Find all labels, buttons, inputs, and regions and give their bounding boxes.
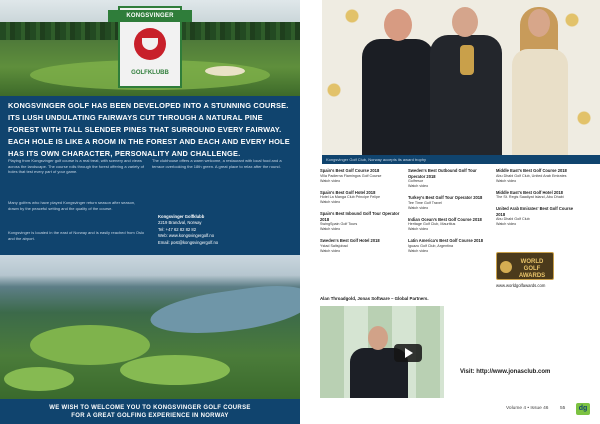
winners-column-3 [496, 168, 582, 233]
photo-caption: Kongsvinger Golf Club, Norway accepts its award trophy [322, 155, 600, 164]
video-player[interactable] [320, 306, 444, 398]
winner-entry: Latin America's Best Golf Course 2018 Iguazu Golf Club, Argentina Watch video [408, 238, 494, 254]
video-link[interactable]: Watch video [408, 184, 429, 188]
winner-entry: United Arab Emirates' Best Golf Course 2018 Abu Dhabi Golf Club Watch video [496, 206, 582, 227]
magazine-badge: dg [576, 403, 590, 415]
video-title: Alan Throadgold, Jonas Software – Global Partners. [320, 296, 429, 301]
logo-bottom-text: GOLFKLUBB [131, 70, 169, 76]
issue-label: Volume 4 • Issue 46 [506, 406, 549, 411]
award-ceremony-photo [322, 0, 600, 155]
welcome-line-1: WE WISH TO WELCOME YOU TO KONGSVINGER GOLF COURSE [49, 405, 251, 411]
page-number: 55 [560, 406, 566, 411]
winners-column-1 [320, 168, 406, 260]
visit-link[interactable]: Visit: http://www.jonasclub.com [460, 369, 551, 375]
video-link[interactable]: Watch video [320, 200, 341, 204]
video-link[interactable]: Watch video [320, 248, 341, 253]
fairway [4, 367, 74, 391]
winners-column-2 [408, 168, 494, 260]
video-link[interactable]: Watch video [320, 227, 341, 231]
logo-emblem-icon [134, 28, 166, 60]
body-paragraph: Many golfers who have played Kongsvinger return season after season, drawn by the peaceful setting and the quality of the course. [8, 200, 136, 211]
winner-entry: Spain's Best Golf Course 2018 Villa Padierna Flamingos Golf Course Watch video [320, 168, 406, 184]
body-paragraph: Kongsvinger is located in the east of Norway and is easily reached from Oslo and the airport. [8, 230, 145, 241]
person [362, 5, 432, 155]
person [348, 326, 408, 398]
article-headline: KONGSVINGER GOLF HAS BEEN DEVELOPED INTO A STUNNING COURSE. ITS LUSH UNDULATING FAIRWAYS CUT THROUGH A NATURAL PINE FOREST WITH TALL SLENDER PINES THAT SURROUND EVERY FAIRWAY. EACH HOLE IS LIKE A ROOM IN THE FOREST AND EACH AND EVERY HOLE HAS ITS OWN CHARACTER, PERSONALITY AND CHALLENGE. [8, 101, 290, 158]
logo-top-text: KONGSVINGER [108, 10, 192, 22]
right-page [300, 0, 600, 424]
play-icon[interactable] [394, 344, 422, 362]
contact-email-link[interactable]: Email: post@kongsvingergolf.no [158, 239, 219, 245]
video-link[interactable]: Watch video [496, 178, 517, 183]
fairway [120, 355, 230, 385]
winner-entry: Turkey's Best Golf Tour Operator 2018 Tee Time Golf Travel Watch video [408, 195, 494, 211]
winner-entry: Spain's Best Golf Hotel 2018 Hotel La Manga Club Principe Felipe Watch video [320, 190, 406, 206]
contact-web-link[interactable]: Web: www.kongsvingergolf.no [158, 233, 215, 239]
winner-entry: Spain's Best Inbound Golf Tour Operator 2018 SwingSpain Golf Tours Watch video [320, 211, 406, 232]
golf-course-photo [0, 0, 300, 96]
trophy-icon [460, 45, 474, 75]
world-golf-awards-link[interactable]: www.worldgolfawards.com [496, 283, 546, 288]
body-paragraph: The clubhouse offers a warm welcome, a restaurant with local food and a terrace overlooking the 18th green. A great place to relax after the round. [152, 158, 282, 169]
winner-entry: Indian Ocean's Best Golf Course 2018 Heritage Golf Club, Mauritius Watch video [408, 217, 494, 233]
video-link[interactable]: Watch video [320, 178, 341, 183]
contact-address: 2219 Brandval, Norway [158, 220, 202, 226]
winner-entry: Sweden's Best Golf Hotel 2018 Ystad Saltsjobad Watch video [320, 238, 406, 254]
winner-entry: Middle East's Best Golf Course 2018 Abu Dhabi Golf Club, United Arab Emirates Watch video [496, 168, 582, 184]
world-golf-awards-logo: WORLD GOLF AWARDS [496, 252, 554, 280]
contact-phone: Tel: +47 62 82 82 82 [158, 226, 197, 232]
welcome-line-2: FOR A GREAT GOLFING EXPERIENCE IN NORWAY [71, 413, 229, 419]
winner-entry: Sweden's Best Outbound Golf Tour Operator 2018 Golfresor Watch video [408, 168, 494, 189]
video-link[interactable]: Watch video [408, 205, 429, 210]
video-link[interactable]: Watch video [408, 227, 429, 231]
aerial-course-photo [0, 255, 300, 399]
person [504, 5, 574, 155]
club-logo [118, 6, 182, 88]
fairway [30, 325, 150, 365]
contact-block [158, 214, 294, 246]
person [430, 5, 500, 155]
contact-name: Kongsvinger Golfklubb [158, 214, 205, 219]
body-paragraph: Playing from Kongsvinger golf course is a real treat, with scenery and views across the landscape. The course rolls through the forest offering a variety of holes that test every part of your game. [8, 158, 144, 175]
winner-entry: Middle East's Best Golf Hotel 2018 The St. Regis Saadiyat Island, Abu Dhabi [496, 189, 564, 199]
bunker [205, 66, 245, 76]
video-link[interactable]: Watch video [496, 222, 517, 226]
video-link[interactable]: Watch video [408, 248, 429, 253]
welcome-banner [0, 404, 300, 420]
lake [148, 280, 300, 342]
